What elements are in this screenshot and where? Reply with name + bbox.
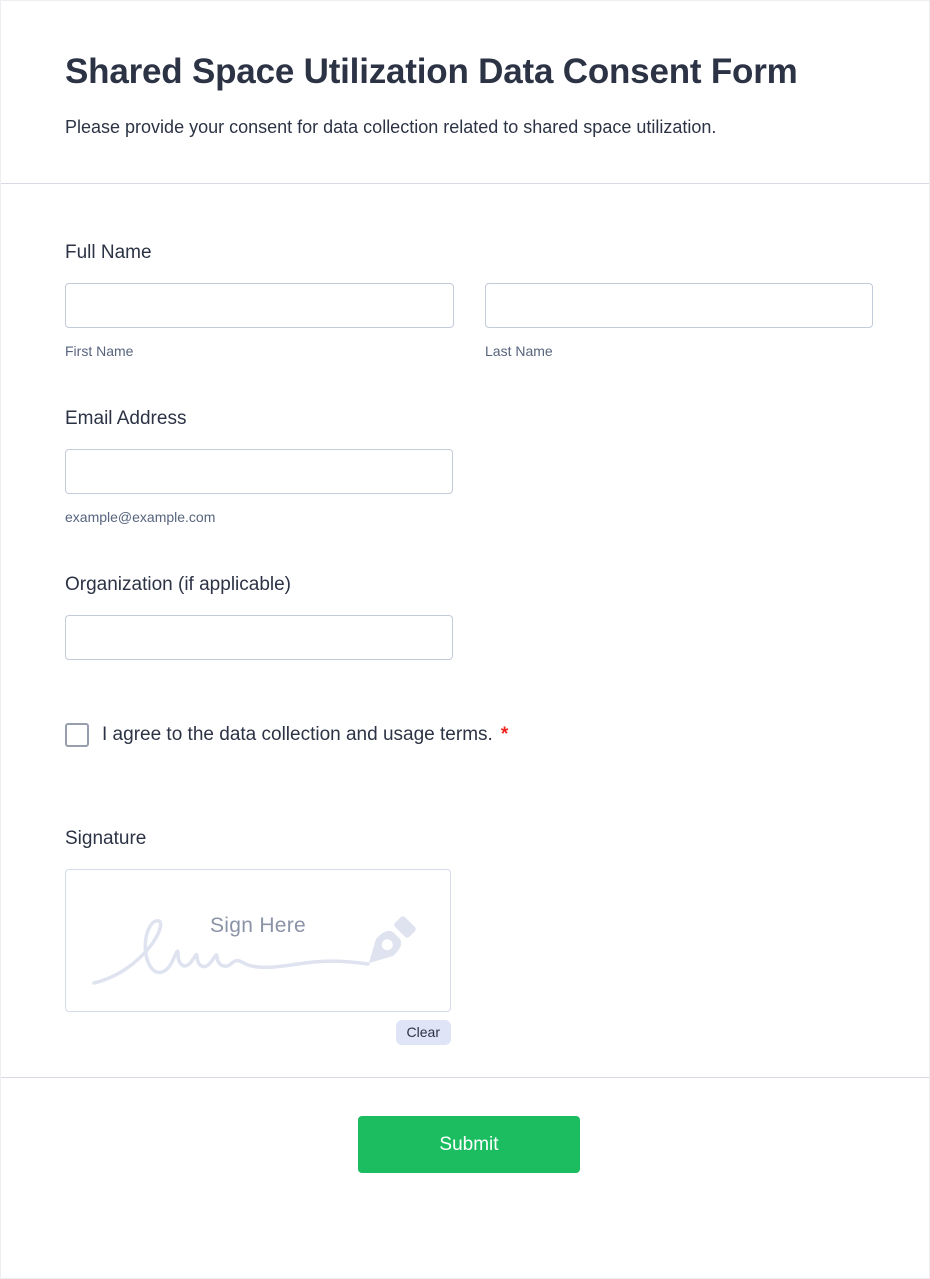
organization-input[interactable]	[65, 615, 453, 660]
sign-here-placeholder: Sign Here	[209, 914, 307, 937]
name-row	[65, 283, 873, 360]
email-label: Email Address	[65, 408, 187, 429]
email-sublabel: example@example.com	[65, 509, 216, 525]
pen-nib-icon	[360, 914, 418, 972]
signature-field-group	[65, 828, 873, 1045]
clear-row	[65, 1020, 451, 1045]
last-name-sublabel: Last Name	[485, 343, 553, 359]
first-name-group	[65, 283, 454, 360]
email-field-group	[65, 408, 873, 526]
email-input[interactable]	[65, 449, 453, 494]
signature-pad[interactable]	[65, 869, 451, 1012]
consent-row	[65, 722, 873, 748]
form-footer	[1, 1078, 929, 1224]
consent-label[interactable]	[102, 722, 508, 748]
consent-label-text: I agree to the data collection and usage terms.	[102, 724, 493, 745]
last-name-input[interactable]	[485, 283, 873, 328]
organization-label: Organization (if applicable)	[65, 574, 292, 595]
signature-label: Signature	[65, 828, 147, 849]
sign-here-squiggle	[94, 921, 368, 983]
submit-button[interactable]: Submit	[358, 1116, 580, 1173]
form-subtitle: Please provide your consent for data collection related to shared space utilization.	[65, 117, 717, 137]
header-divider	[1, 183, 929, 184]
form-header	[1, 1, 929, 138]
organization-field-group	[65, 574, 873, 660]
signature-decoration	[66, 870, 451, 1012]
full-name-field	[65, 242, 873, 360]
first-name-sublabel: First Name	[65, 343, 134, 359]
required-asterisk: *	[500, 724, 509, 745]
signature-wrap	[65, 869, 451, 1045]
last-name-group	[485, 283, 873, 360]
form-title: Shared Space Utilization Data Consent Form	[65, 52, 798, 91]
signature-clear-button[interactable]: Clear	[396, 1020, 451, 1045]
consent-checkbox[interactable]	[65, 723, 89, 747]
form-body	[1, 242, 929, 1045]
first-name-input[interactable]	[65, 283, 454, 328]
full-name-label: Full Name	[65, 242, 152, 263]
